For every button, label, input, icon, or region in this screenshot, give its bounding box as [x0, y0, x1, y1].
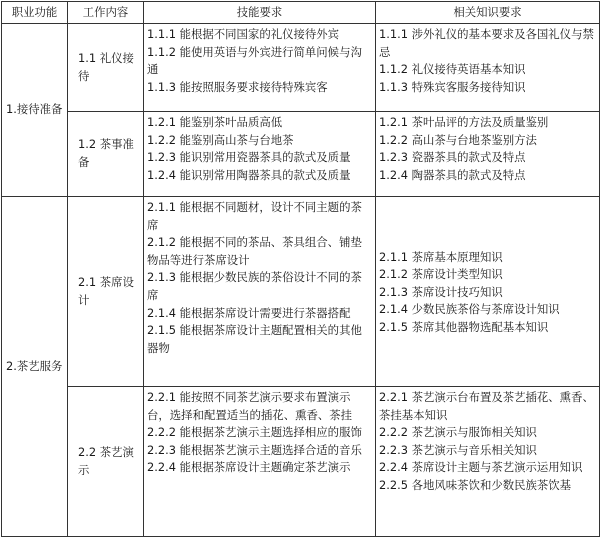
skill-item: 2.1.2 能根据不同的茶品、茶具组合、铺垫物品等进行茶席设计	[147, 235, 362, 267]
knowledge-item: 2.2.4 茶席设计主题与茶艺演示运用知识	[379, 460, 583, 475]
function-cell: 2.茶艺服务	[2, 197, 68, 537]
function-cell: 1.接待准备	[2, 24, 68, 197]
skills-cell	[144, 24, 376, 112]
header-skills: 技能要求	[144, 2, 376, 24]
knowledge-item: 2.1.1 茶席基本原理知识	[379, 249, 503, 264]
skills-cell	[144, 197, 376, 387]
skills-cell	[144, 112, 376, 197]
skills-cell	[144, 387, 376, 537]
content-cell: 2.2 茶艺演示	[68, 387, 144, 537]
skill-item: 2.2.4 能根据茶席设计主题确定茶艺演示	[147, 460, 351, 475]
table-row	[2, 387, 600, 537]
knowledge-item: 2.2.2 茶艺演示与服饰相关知识	[379, 425, 537, 440]
skill-item: 2.1.3 能根据少数民族的茶俗设计不同的茶席	[147, 270, 362, 302]
skill-item: 1.2.3 能识别常用瓷器茶具的款式及质量	[147, 150, 351, 165]
knowledge-item: 1.2.3 瓷器茶具的款式及特点	[379, 150, 526, 165]
knowledge-item: 2.2.1 茶艺演示台布置及茶艺插花、熏香、茶挂基本知识	[379, 390, 594, 422]
content-cell: 1.1 礼仪接待	[68, 24, 144, 112]
content-cell: 2.1 茶席设计	[68, 197, 144, 387]
occupational-standard-table	[1, 1, 600, 537]
table-row	[2, 197, 600, 387]
knowledge-cell	[376, 387, 600, 537]
skill-item: 1.1.2 能使用英语与外宾进行简单问候与沟通	[147, 44, 362, 77]
content-cell: 1.2 茶事准备	[68, 112, 144, 197]
header-knowledge: 相关知识要求	[376, 2, 600, 24]
skill-item: 1.1.1 能根据不同国家的礼仪接待外宾	[147, 27, 340, 41]
knowledge-item: 1.2.2 高山茶与台地茶鉴别方法	[379, 132, 537, 147]
skill-item: 1.2.2 能鉴别高山茶与台地茶	[147, 132, 294, 147]
knowledge-item: 2.1.2 茶席设计类型知识	[379, 267, 503, 282]
knowledge-item: 2.1.3 茶席设计技巧知识	[379, 284, 503, 299]
header-content: 工作内容	[68, 2, 144, 24]
skill-item: 2.1.1 能根据不同题材，设计不同主题的茶席	[147, 200, 362, 232]
knowledge-cell	[376, 24, 600, 112]
skill-item: 2.2.2 能根据茶艺演示主题选择相应的服饰	[147, 425, 362, 440]
header-function: 职业功能	[2, 2, 68, 24]
skill-item: 2.1.4 能根据茶席设计需要进行茶器搭配	[147, 305, 351, 320]
skill-item: 2.2.3 能根据茶艺演示主题选择合适的音乐	[147, 442, 362, 457]
skill-item: 1.2.4 能识别常用陶器茶具的款式及质量	[147, 167, 351, 182]
knowledge-item: 2.2.5 各地风味茶饮和少数民族茶饮基	[379, 477, 572, 492]
knowledge-item: 1.1.1 涉外礼仪的基本要求及各国礼仪与禁忌	[379, 27, 594, 59]
knowledge-item: 1.2.4 陶器茶具的款式及特点	[379, 167, 526, 182]
skill-item: 1.1.3 能按照服务要求接待特殊宾客	[147, 79, 328, 94]
table-header-row	[2, 2, 600, 24]
knowledge-cell	[376, 197, 600, 387]
knowledge-item: 1.2.1 茶叶品评的方法及质量鉴别	[379, 115, 549, 129]
skill-item: 1.2.1 能鉴别茶叶品质高低	[147, 115, 283, 129]
skill-item: 2.2.1 能按照不同茶艺演示要求布置演示台，选择和配置适当的插花、熏香、茶挂	[147, 390, 353, 422]
knowledge-item: 2.1.5 茶席其他器物选配基本知识	[379, 319, 549, 334]
skill-item: 2.1.5 能根据茶席设计主题配置相关的其他器物	[147, 323, 362, 355]
table-row	[2, 24, 600, 112]
knowledge-item: 1.1.3 特殊宾客服务接待知识	[379, 79, 526, 94]
table-row	[2, 112, 600, 197]
knowledge-cell	[376, 112, 600, 197]
knowledge-item: 1.1.2 礼仪接待英语基本知识	[379, 62, 526, 77]
knowledge-item: 2.1.4 少数民族茶俗与茶席设计知识	[379, 302, 560, 317]
knowledge-item: 2.2.3 茶艺演示与音乐相关知识	[379, 442, 537, 457]
